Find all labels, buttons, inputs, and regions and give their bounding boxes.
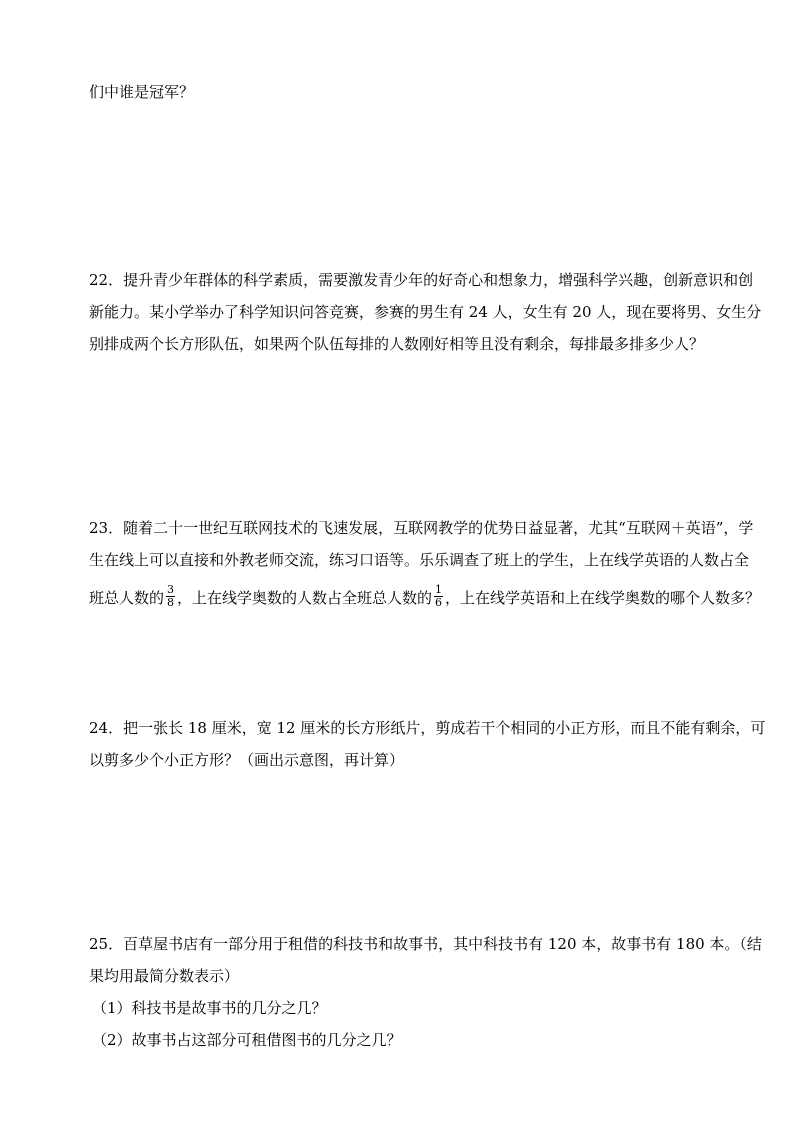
question-21-tail — [89, 76, 705, 108]
fraction-1-denominator: 8 — [167, 595, 175, 609]
fraction-three-eighths — [166, 584, 175, 609]
q25-subquestion-2: （2）故事书占这部分可租借图书的几分之几？ — [92, 1031, 402, 1049]
q25-subquestion-1: （1）科技书是故事书的几分之几？ — [92, 999, 327, 1017]
fraction-1-numerator: 3 — [167, 582, 175, 596]
q23-line-3-part-a: 班总人数的 — [89, 589, 165, 607]
q23-line-3-part-c: ，上在线学英语和上在线学奥数的哪个人数多？ — [445, 589, 761, 607]
fraction-one-sixth — [434, 584, 443, 609]
q22-line-2: 新能力。某小学举办了科学知识问答竞赛，参赛的男生有 24 人，女生有 20 人，现在要将男、女生分 — [89, 303, 762, 321]
q24-line-1: 24．把一张长 18 厘米，宽 12 厘米的长方形纸片，剪成若干个相同的小正方形，而且不能有剩余，可 — [89, 719, 766, 737]
q23-line-1: 23．随着二十一世纪互联网技术的飞速发展，互联网教学的优势日益显著，尤其“互联网＋英语”，学 — [89, 519, 754, 537]
q23-line-3-part-b: ，上在线学奥数的人数占全班总人数的 — [177, 589, 433, 607]
fraction-2-denominator: 6 — [435, 595, 443, 609]
q25-line-1: 25．百草屋书店有一部分用于租借的科技书和故事书，其中科技书有 120 本，故事书有 180 本。（结 — [89, 935, 762, 953]
q24-line-2: 以剪多少个小正方形？（画出示意图，再计算） — [89, 751, 405, 769]
q25-line-2: 果均用最简分数表示） — [89, 967, 240, 985]
q22-line-3: 别排成两个长方形队伍，如果两个队伍每排的人数刚好相等且没有剩余，每排最多排多少人？ — [89, 335, 705, 353]
question-23 — [89, 512, 761, 616]
q22-line-1: 22．提升青少年群体的科学素质，需要激发青少年的好奇心和想象力，增强科学兴趣，创新意识和创 — [89, 271, 754, 289]
q23-line-3 — [89, 580, 761, 616]
question-24 — [89, 712, 766, 776]
fraction-2-numerator: 1 — [435, 582, 443, 596]
q23-line-2: 生在线上可以直接和外教老师交流，练习口语等。乐乐调查了班上的学生，上在线学英语的人数占全 — [89, 551, 750, 569]
q21-tail-text: 们中谁是冠军？ — [89, 83, 195, 101]
question-25 — [89, 928, 762, 992]
question-22 — [89, 264, 762, 360]
